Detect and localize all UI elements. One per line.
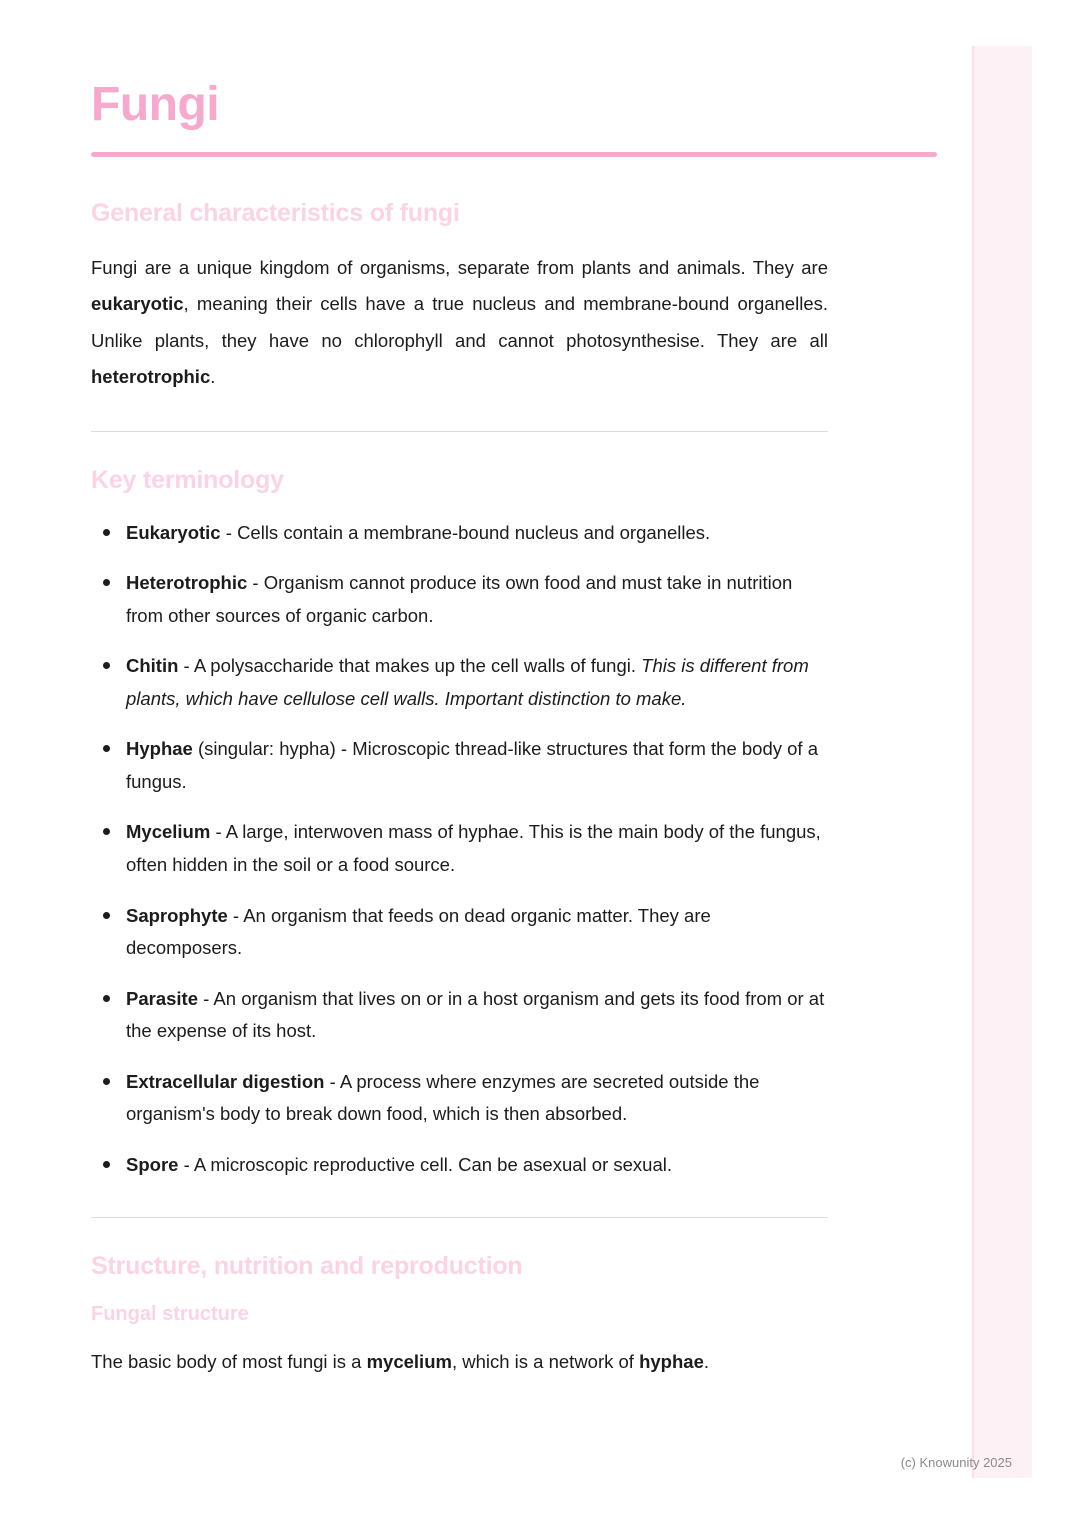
term-separator: - bbox=[178, 655, 194, 677]
term-label: Mycelium bbox=[126, 821, 211, 843]
list-item bbox=[91, 650, 828, 715]
list-item bbox=[91, 733, 828, 798]
key-terminology-list bbox=[91, 517, 828, 1182]
document-content bbox=[91, 80, 828, 1390]
term-separator: - bbox=[227, 904, 244, 926]
text-run: mycelium bbox=[366, 1351, 452, 1373]
term-label: Hyphae bbox=[126, 738, 193, 760]
list-item bbox=[91, 567, 828, 632]
text-run: . bbox=[210, 365, 216, 387]
subsection-heading-fungal-structure: Fungal structure bbox=[91, 1303, 249, 1326]
list-item bbox=[91, 517, 828, 550]
term-label: Spore bbox=[126, 1153, 179, 1175]
paragraph-general-characteristics bbox=[91, 250, 828, 394]
section-divider-2 bbox=[91, 1217, 828, 1218]
term-definition: A process where enzymes are secreted outside the organism's body to break down food, which is then absorbed. bbox=[126, 1070, 760, 1125]
text-run: , which is a network of bbox=[451, 1351, 640, 1373]
text-run: . bbox=[703, 1351, 710, 1373]
section-divider-1 bbox=[91, 431, 828, 432]
list-item bbox=[91, 983, 828, 1048]
paragraph-fungal-structure bbox=[91, 1344, 828, 1380]
list-item bbox=[91, 1066, 828, 1131]
term-definition: Microscopic thread-like structures that form the body of a fungus. bbox=[126, 738, 818, 792]
term-definition: An organism that lives on or in a host organism and gets its food from or at the expense of its host. bbox=[126, 987, 825, 1042]
term-label: Eukaryotic bbox=[126, 521, 221, 543]
list-item bbox=[91, 900, 828, 965]
title-divider bbox=[91, 152, 937, 157]
term-separator: - bbox=[220, 521, 238, 543]
text-run: eukaryotic bbox=[91, 293, 184, 315]
term-definition: A large, interwoven mass of hyphae. This is the main body of the fungus, often hidden in the soil or a food source. bbox=[126, 821, 821, 876]
text-run: Fungi are a unique kingdom of organisms, separate from plants and animals. They are bbox=[91, 257, 828, 279]
text-run: heterotrophic bbox=[91, 365, 211, 387]
term-label: Chitin bbox=[126, 655, 179, 677]
list-item bbox=[91, 816, 828, 881]
term-label: Extracellular digestion bbox=[126, 1070, 325, 1092]
term-parenthetical: (singular: hypha) bbox=[192, 738, 336, 760]
section-heading-structure-nutrition-reproduction: Structure, nutrition and reproduction bbox=[91, 1252, 523, 1281]
term-separator: - bbox=[198, 987, 214, 1009]
term-label: Saprophyte bbox=[126, 904, 228, 926]
section-heading-general-characteristics: General characteristics of fungi bbox=[91, 199, 460, 228]
text-run: hyphae bbox=[639, 1351, 704, 1373]
text-run: , meaning their cells have a true nucleus and membrane-bound organelles. Unlike plants, they have no chlorophyll and cannot photosynthesise. They are all bbox=[91, 293, 828, 351]
section-heading-key-terminology: Key terminology bbox=[91, 465, 284, 494]
term-definition: Cells contain a membrane-bound nucleus and organelles. bbox=[237, 521, 711, 543]
list-item bbox=[91, 1149, 828, 1182]
page-title: Fungi bbox=[91, 78, 220, 131]
term-separator: - bbox=[178, 1153, 194, 1175]
term-definition: A microscopic reproductive cell. Can be asexual or sexual. bbox=[193, 1153, 673, 1175]
text-run: The basic body of most fungi is a bbox=[91, 1351, 367, 1373]
term-separator: - bbox=[324, 1070, 340, 1092]
term-definition: An organism that feeds on dead organic matter. They are decomposers. bbox=[126, 904, 711, 959]
copyright-footer: (c) Knowunity 2025 bbox=[900, 1455, 1012, 1470]
term-label: Parasite bbox=[126, 987, 198, 1009]
decorative-side-band bbox=[972, 46, 1032, 1478]
term-separator: - bbox=[247, 572, 264, 594]
term-definition: Organism cannot produce its own food and must take in nutrition from other sources of organic carbon. bbox=[126, 572, 793, 626]
term-label: Heterotrophic bbox=[126, 572, 248, 594]
term-separator: - bbox=[210, 821, 226, 843]
term-italic-note: This is different from plants, which have cellulose cell walls. Important distinction to make. bbox=[126, 655, 809, 709]
term-separator: - bbox=[335, 738, 353, 760]
term-definition: A polysaccharide that makes up the cell walls of fungi. bbox=[193, 655, 642, 677]
